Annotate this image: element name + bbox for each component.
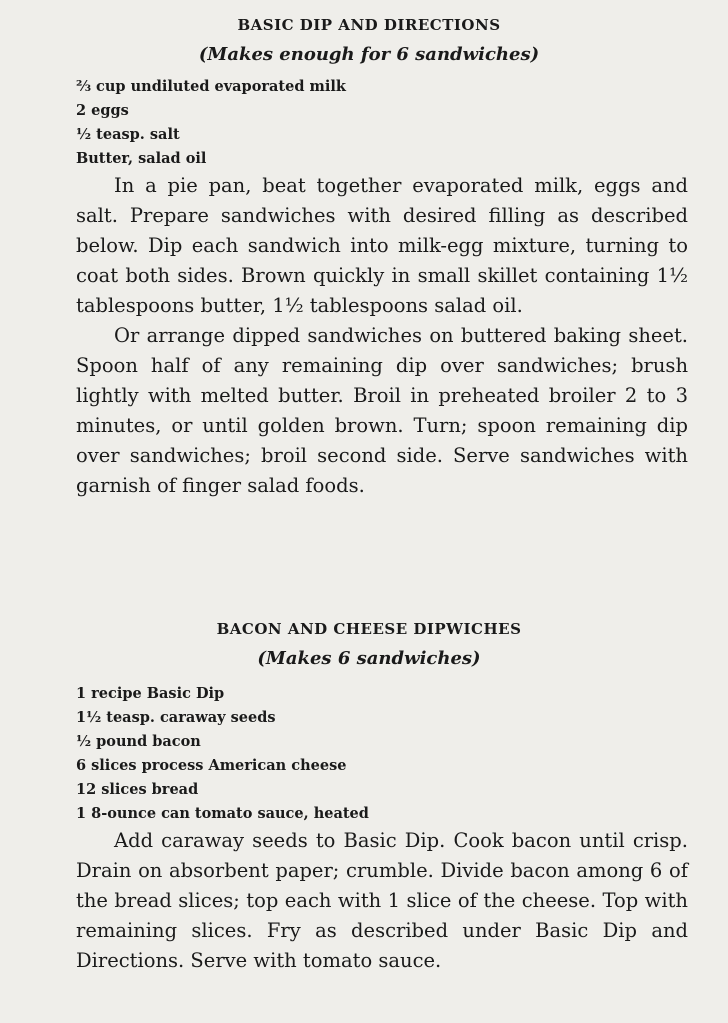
instructions-paragraph: Or arrange dipped sandwiches on buttered baking sheet. Spoon half of any remaining dip over sandwiches; brush lightly with melted butter. Broil in preheated broiler 2 to 3 minutes, or until golden brown. Turn; spoon remaining dip over sandwiches; broil second side. Serve sandwiches with garnish of finger salad foods. [76, 324, 688, 497]
recipe-title: BACON AND CHEESE DIPWICHES [216, 620, 522, 638]
recipe-yield: (Makes 6 sandwiches) [257, 648, 481, 669]
ingredient-item: ⅔ cup undiluted evaporated milk [76, 78, 346, 95]
ingredient-list [0, 75, 728, 171]
ingredient-item: 2 eggs [76, 102, 129, 119]
ingredient-item: Butter, salad oil [76, 150, 207, 167]
ingredient-item: 12 slices bread [76, 781, 199, 798]
recipe-basic-dip [0, 14, 728, 501]
ingredient-item: 1½ teasp. caraway seeds [76, 709, 276, 726]
ingredient-item: 6 slices process American cheese [76, 757, 347, 774]
ingredient-list [0, 682, 728, 826]
recipe-bacon-cheese-dipwiches [0, 618, 728, 976]
ingredient-item: 1 recipe Basic Dip [76, 685, 225, 702]
ingredient-item: 1 8-ounce can tomato sauce, heated [76, 805, 369, 822]
instructions-paragraph: In a pie pan, beat together evaporated milk, eggs and salt. Prepare sandwiches with desired filling as described below. Dip each sandwich into milk-egg mixture, turning to coat both sides. Brown quickly in small skillet containing 1½ tablespoons butter, 1½ tablespoons salad oil. [76, 174, 688, 317]
recipe-yield: (Makes enough for 6 sandwiches) [198, 44, 540, 65]
ingredient-item: ½ pound bacon [76, 733, 201, 750]
ingredient-item: ½ teasp. salt [76, 126, 180, 143]
instructions-paragraph: Add caraway seeds to Basic Dip. Cook bacon until crisp. Drain on absorbent paper; crumble. Divide bacon among 6 of the bread slices; top each with 1 slice of the cheese. Top with remaining slices. Fry as described under Basic Dip and Directions. Serve with tomato sauce. [76, 829, 688, 972]
recipe-title: BASIC DIP AND DIRECTIONS [237, 16, 501, 34]
